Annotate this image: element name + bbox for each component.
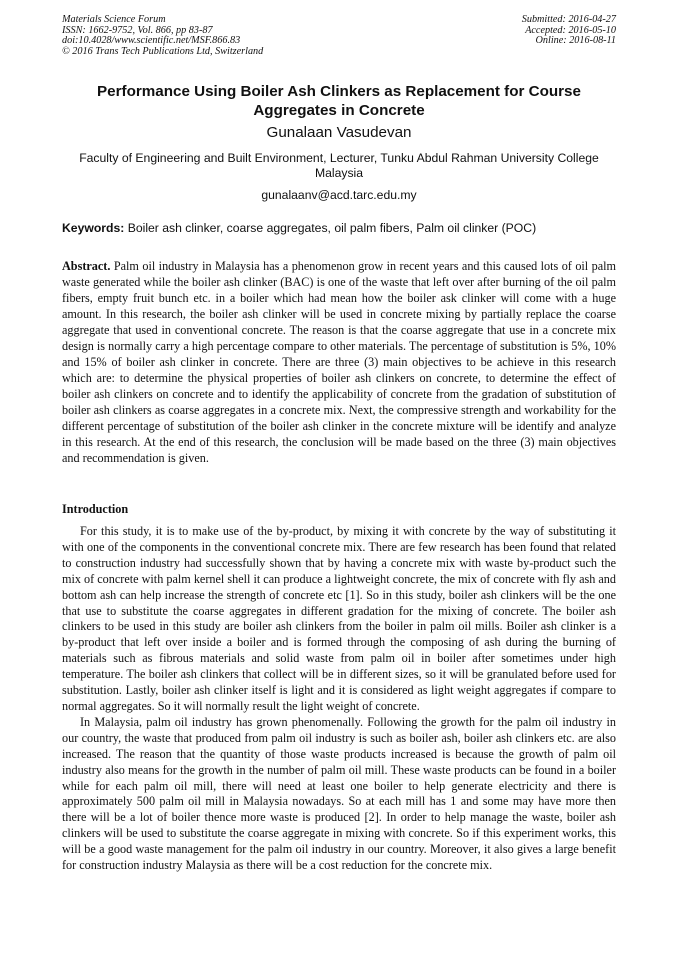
journal-info [62, 15, 263, 57]
copyright: © 2016 Trans Tech Publications Ltd, Switzerland [62, 45, 264, 57]
keywords-text: Boiler ash clinker, coarse aggregates, oil palm fibers, Palm oil clinker (POC) [127, 221, 537, 235]
paragraph: For this study, it is to make use of the by-product, by mixing it with concrete by the way of substituting it with one of the components in the conventional concrete mix. There are few research has been found that related to construction industry had successfully shown that by having a concrete mix with waste by-product such the mix of concrete with palm kernel shell it can produce a lightweight concrete, the mix of concrete with fly ash and bottom ash can help increase the strength of concrete etc [1]. So in this study, boiler ash clinkers will be the one that use to substitute the coarse aggregates in different gradation for the mixing of concrete. The boiler ash clinkers to be used in this study are boiler ash clinkers from the boiler in palm oil mills. Boiler ash clinker is a by-product that left over inside a boiler and is formed through the composing of ash during the burning of materials such as fibrous materials and solid waste from palm oil in boiler after sometimes under high temperature. The boiler ash clinkers that collect will be in different sizes, so it will be granulated before used for substitution. Lastly, boiler ash clinker itself is light and it is considered as light weight aggregates if compare to normal aggregates. So it will normally result the light weight of concrete. [62, 524, 616, 713]
issn-volume: ISSN: 1662-9752, Vol. 866, pp 83-87 [62, 24, 213, 36]
abstract-text: Palm oil industry in Malaysia has a phenomenon grow in recent years and this caused lots of oil palm waste generated while the boiler ash clinker (BAC) is one of the waste that left over after burning of the oil palm fibers, empty fruit bunch etc. in a boiler which had mean how the boiler ask clinker will come with a huge amount. In this research, the boiler ash clinker will be used in concrete mixing by partially replace the coarse aggregate that used in conventional concrete. The reason is that the coarse aggregate that use in a concrete mix design is normally carry a high percentage compare to other materials. The percentage of substitution is 5%, 10% and 15% of boiler ash clinker in concrete. There are three (3) main objectives to be achieve in this research which are: to determine the physical properties of boiler ash clinkers on concrete, to determine the effect of boiler ash clinkers on concrete and to identify the applicability of concrete from the gradation of substitution of boiler ash clinkers as coarse aggregates in a concrete mix. Next, the compressive strength and workability for the different percentage of substitution of the boiler ash clinker in the concrete mixture will be identify and analyze in this research. At the end of this research, the conclusion will be made based on the three (3) main objectives and recommendation is given. [62, 259, 617, 465]
submitted-date: Submitted: 2016-04-27 [521, 14, 616, 25]
introduction-body [62, 524, 616, 874]
section-heading-introduction: Introduction [62, 502, 129, 516]
online-date: Online: 2016-08-11 [535, 35, 616, 47]
paper-title: Performance Using Boiler Ash Clinkers as Replacement for Course Aggregates in Concrete [97, 83, 581, 119]
submission-dates [522, 15, 616, 47]
author-email: gunalaanv@acd.tarc.edu.my [261, 188, 417, 202]
accepted-date: Accepted: 2016-05-10 [525, 24, 616, 36]
affiliation: Faculty of Engineering and Built Environment, Lecturer, Tunku Abdul Rahman University College Malaysia [79, 151, 599, 180]
journal-name: Materials Science Forum [62, 14, 166, 25]
author-name: Gunalaan Vasudevan [266, 124, 412, 141]
abstract-label: Abstract. [62, 259, 111, 273]
keywords [62, 221, 616, 235]
abstract [62, 258, 616, 466]
doi: doi:10.4028/www.scientific.net/MSF.866.83 [62, 35, 241, 47]
paragraph: In Malaysia, palm oil industry has grown phenomenally. Following the growth for the palm oil industry in our country, the waste that produced from palm oil industry is such as boiler ash, boiler ash clinkers etc. are also increased. The reason that the quantity of those waste products increased is because the growth of palm oil industry also means for the growth in the number of palm oil mill. These waste products can be found in a boiler while for each palm oil mill, there will need at least one boiler to help generate electricity and there is approximately 500 palm oil mill in Malaysia nowadays. So at each mill has 1 and some may have more then there will be a lot of boiler thence more waste is produced [2]. In order to help manage the waste, boiler ash clinkers will be used to substitute the coarse aggregate in mixing with concrete. So if this experiment works, this will be a good waste management for the palm oil industry in our country. Moreover, it also gives a large benefit for construction industry Malaysia as there will be a cost reduction for the concrete mix. [62, 714, 616, 873]
keywords-label: Keywords: [62, 221, 125, 235]
